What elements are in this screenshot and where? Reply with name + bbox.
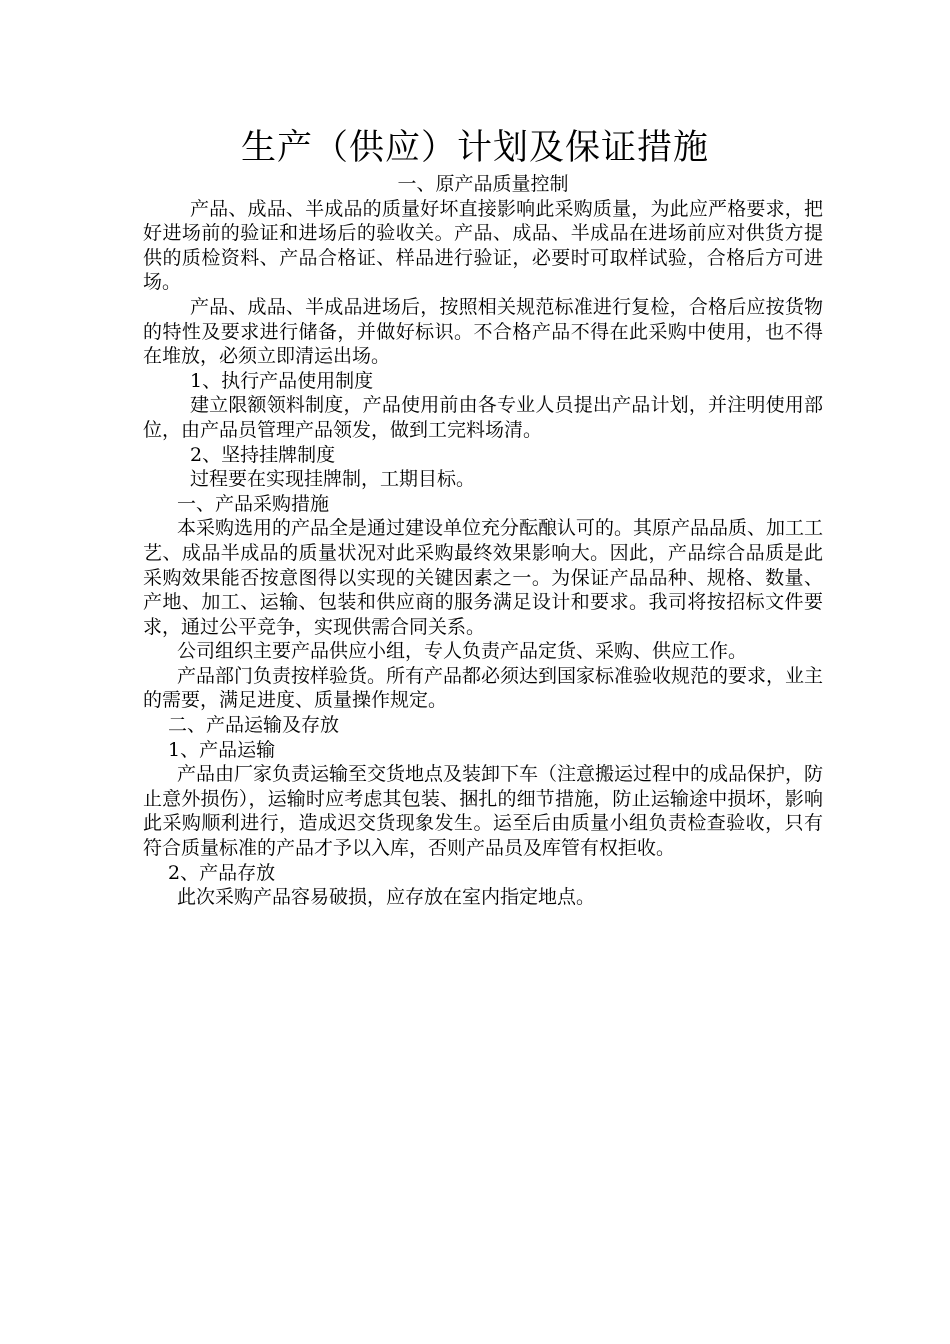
paragraph-supply-group: 公司组织主要产品供应小组，专人负责产品定货、采购、供应工作。 <box>177 640 748 663</box>
subheading-usage-system: 1、执行产品使用制度 <box>190 369 374 392</box>
paragraph-quota-material: 建立限额领料制度，产品使用前由各专业人员提出产品计划，并注明使用部位，由产品员管理产品领发，做到工完料场清。 <box>143 394 823 441</box>
subheading-storage: 2、产品存放 <box>168 861 276 884</box>
section-heading-procurement: 一、产品采购措施 <box>177 492 330 515</box>
section-heading-transport-storage: 二、产品运输及存放 <box>168 714 340 737</box>
document-title: 生产（供应）计划及保证措施 <box>240 128 709 168</box>
paragraph-transport: 产品由厂家负责运输至交货地点及装卸下车（注意搬运过程中的成品保护，防止意外损伤），运输时应考虑其包装、捆扎的细节措施，防止运输途中损坏，影响此采购顺利进行，造成迟交货现象发生。运至后由质量小组负责检查验收，只有符合质量标准的产品才予以入库，否则产品员及库管有权拒收。 <box>143 763 824 860</box>
subheading-tagging-system: 2、坚持挂牌制度 <box>190 443 336 466</box>
document-body <box>143 172 823 910</box>
paragraph-quality-control: 产品、成品、半成品的质量好坏直接影响此采购质量，为此应严格要求，把好进场前的验证和进场后的验收关。产品、成品、半成品在进场前应对供货方提供的质检资料、产品合格证、样品进行验证，必要时可取样试验，合格后方可进场。 <box>143 197 823 294</box>
paragraph-storage: 此次采购产品容易破损，应存放在室内指定地点。 <box>177 886 596 909</box>
paragraph-inspection: 产品部门负责按样验货。所有产品都必须达到国家标准验收规范的要求，业主的需要，满足进度、质量操作规定。 <box>143 664 824 712</box>
section-heading-raw-material-quality: 一、原产品质量控制 <box>397 173 569 195</box>
paragraph-tagging: 过程要在实现挂牌制，工期目标。 <box>190 468 476 491</box>
subheading-transport: 1、产品运输 <box>168 738 276 761</box>
paragraph-procurement: 本采购选用的产品全是通过建设单位充分酝酿认可的。其原产品品质、加工工艺、成品半成品的质量状况对此采购最终效果影响大。因此，产品综合品质是此采购效果能否按意图得以实现的关键因素之一。为保证产品品种、规格、数量、产地、加工、运输、包装和供应商的服务满足设计和要求。我司将按招标文件要求，通过公平竞争，实现供需合同关系。 <box>143 517 824 638</box>
paragraph-recheck: 产品、成品、半成品进场后，按照相关规范标准进行复检，合格后应按货物的特性及要求进行储备，并做好标识。不合格产品不得在此采购中使用，也不得在堆放，必须立即清运出场。 <box>143 295 823 368</box>
